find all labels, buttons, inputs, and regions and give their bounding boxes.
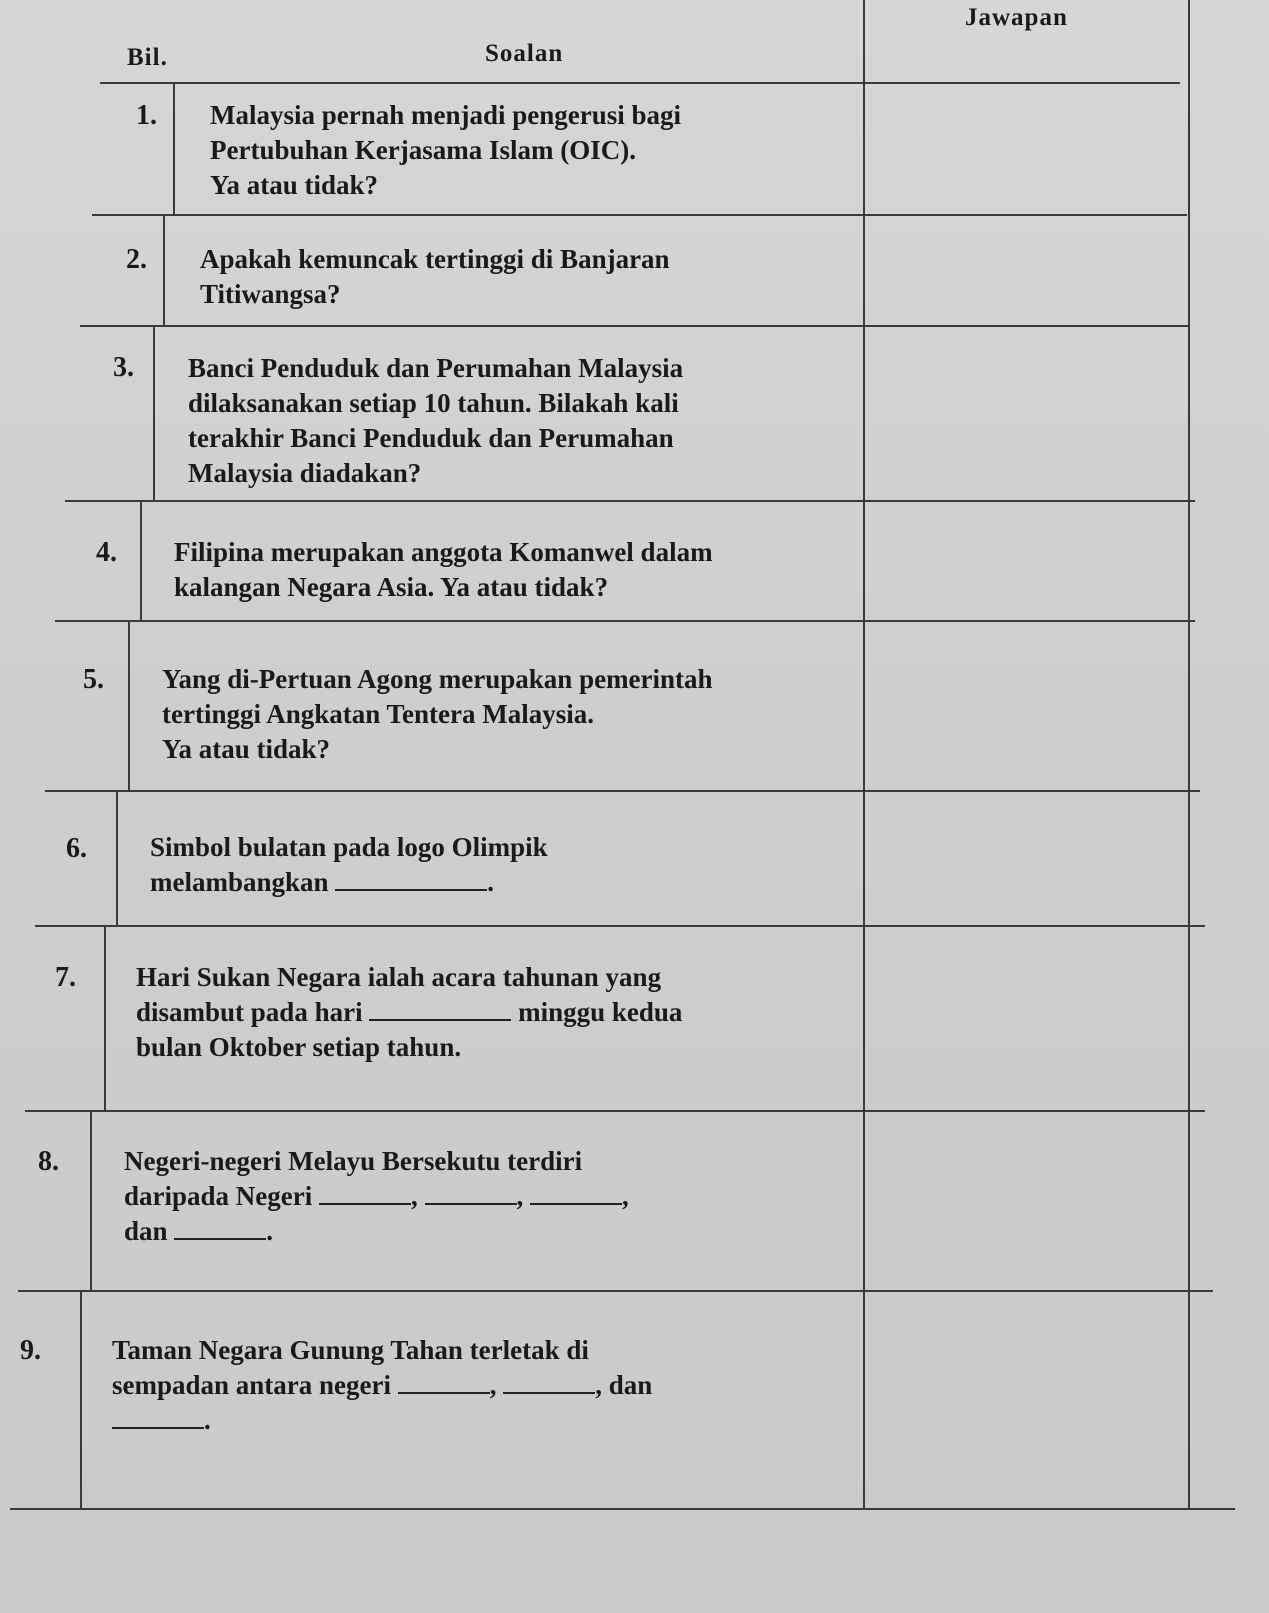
row-divider bbox=[25, 1110, 1205, 1112]
bil-column-divider bbox=[128, 620, 130, 790]
answer-blank bbox=[503, 1372, 595, 1394]
row-divider bbox=[45, 790, 1200, 792]
question-text: Simbol bulatan pada logo Olimpik melambangkan . bbox=[150, 832, 548, 897]
row-divider bbox=[18, 1290, 1213, 1292]
header-bil: Bil. bbox=[127, 44, 168, 71]
question-number: 2. bbox=[126, 244, 147, 275]
answer-blank bbox=[335, 869, 487, 891]
answer-blank bbox=[398, 1372, 490, 1394]
question-number: 6. bbox=[66, 833, 87, 864]
question-number: 3. bbox=[113, 352, 134, 383]
bil-column-divider bbox=[80, 1290, 82, 1508]
answer-blank bbox=[369, 999, 511, 1021]
question-text: Yang di-Pertuan Agong merupakan pemerintah tertinggi Angkatan Tentera Malaysia. Ya atau tidak? bbox=[162, 664, 713, 764]
bil-column-divider bbox=[153, 325, 155, 500]
question-number: 8. bbox=[38, 1146, 59, 1177]
bil-column-divider bbox=[90, 1110, 92, 1290]
answer-blank bbox=[425, 1183, 517, 1205]
question-number: 9. bbox=[20, 1335, 41, 1366]
answer-blank bbox=[112, 1407, 204, 1429]
row-divider bbox=[55, 620, 1195, 622]
header-jawapan: Jawapan bbox=[965, 4, 1068, 31]
question-text: Apakah kemuncak tertinggi di Banjaran Titiwangsa? bbox=[200, 244, 670, 309]
table-header-rule bbox=[100, 82, 1180, 84]
question-number: 5. bbox=[83, 664, 104, 695]
answer-blank bbox=[530, 1183, 622, 1205]
question-number: 1. bbox=[136, 100, 157, 131]
bil-column-divider bbox=[173, 82, 175, 214]
row-divider bbox=[35, 925, 1205, 927]
row-divider bbox=[65, 500, 1195, 502]
question-text: Malaysia pernah menjadi pengerusi bagi Pertubuhan Kerjasama Islam (OIC). Ya atau tidak? bbox=[210, 100, 682, 200]
answer-blank bbox=[319, 1183, 411, 1205]
question-text: Hari Sukan Negara ialah acara tahunan yang disambut pada hari minggu kedua bulan Oktober setiap tahun. bbox=[136, 962, 683, 1062]
row-divider bbox=[92, 214, 1187, 216]
row-divider bbox=[80, 325, 1190, 327]
answer-column-divider bbox=[863, 0, 865, 1508]
question-text: Banci Penduduk dan Perumahan Malaysia dilaksanakan setiap 10 tahun. Bilakah kali terakhir Banci Penduduk dan Perumahan Malaysia diadakan? bbox=[188, 353, 684, 488]
answer-blank bbox=[174, 1218, 266, 1240]
question-text: Taman Negara Gunung Tahan terletak di sempadan antara negeri , , dan . bbox=[112, 1335, 653, 1435]
question-number: 4. bbox=[96, 537, 117, 568]
table-right-border bbox=[1188, 0, 1190, 1508]
question-number: 7. bbox=[55, 962, 76, 993]
table-bottom-rule bbox=[10, 1508, 1235, 1510]
bil-column-divider bbox=[163, 214, 165, 325]
bil-column-divider bbox=[104, 925, 106, 1110]
question-text: Negeri-negeri Melayu Bersekutu terdiri daripada Negeri , , , dan . bbox=[124, 1146, 629, 1246]
bil-column-divider bbox=[140, 500, 142, 620]
bil-column-divider bbox=[116, 790, 118, 925]
question-text: Filipina merupakan anggota Komanwel dalam kalangan Negara Asia. Ya atau tidak? bbox=[174, 537, 713, 602]
header-soalan: Soalan bbox=[485, 40, 564, 67]
